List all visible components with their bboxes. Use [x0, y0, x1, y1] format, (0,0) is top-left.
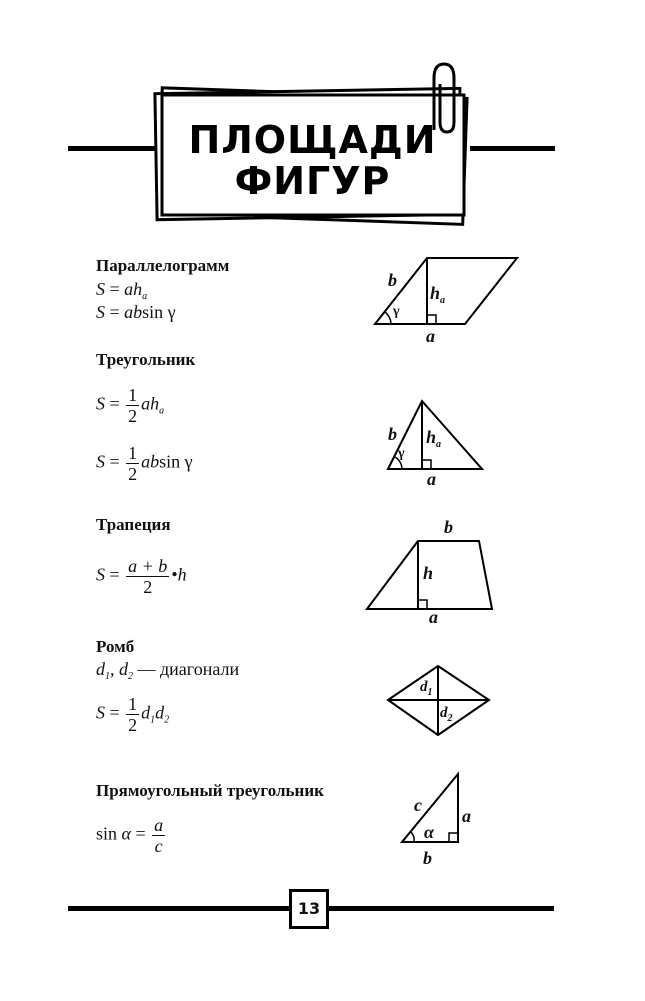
formula-parallelogram-1: $S = ah_a$ — [96, 279, 148, 302]
triangle-label-h: $h_a$ — [426, 427, 442, 450]
triangle-label-gamma: γ — [398, 446, 405, 461]
rhombus-label-d1: $d_1$ — [420, 679, 433, 698]
right-triangle-label-a: a — [462, 806, 471, 826]
title-line2: ФИГУР — [234, 159, 391, 203]
title-line-left — [68, 146, 158, 151]
trapezoid-label-a: a — [429, 607, 438, 627]
heading-rhombus: Ромб — [96, 637, 135, 656]
right-triangle-label-c: c — [414, 795, 422, 815]
footer-line-right — [326, 906, 554, 911]
parallelogram-label-h: $h_a$ — [430, 283, 446, 306]
formula-right-triangle: sin α = $\frac{a}{c}$ — [96, 815, 164, 856]
heading-trapezoid: Трапеция — [96, 515, 171, 534]
rhombus-diagram — [385, 663, 495, 739]
parallelogram-label-a: a — [426, 326, 435, 346]
trapezoid-label-h: h — [423, 563, 434, 583]
triangle-label-b: b — [388, 424, 397, 444]
heading-triangle: Треугольник — [96, 350, 196, 369]
formula-trapezoid: S = $\frac{a + b}{2}$ •h — [96, 556, 187, 597]
formula-triangle-2: S = $\frac{1}{2}$ absin γ — [96, 443, 193, 484]
rhombus-label-d2: $d_2$ — [440, 705, 453, 724]
triangle-label-a: a — [427, 469, 436, 489]
formula-rhombus: S = $\frac{1}{2}$ $d_1d_2$ — [96, 694, 170, 735]
page-number: 13 — [289, 889, 329, 929]
right-triangle-label-alpha: α — [424, 822, 434, 842]
parallelogram-label-b: b — [388, 270, 397, 290]
right-triangle-label-b: b — [423, 848, 432, 868]
parallelogram-label-gamma: γ — [393, 304, 400, 319]
rhombus-description: $d_1$, $d_2$ — диагонали — [96, 659, 240, 682]
title-line1: ПЛОЩАДИ — [188, 118, 437, 162]
parallelogram-diagram — [365, 250, 535, 340]
heading-parallelogram: Параллелограмм — [96, 256, 230, 275]
title-card — [150, 85, 475, 225]
triangle-diagram — [380, 395, 510, 485]
formula-parallelogram-2: S = absin γ — [96, 302, 176, 322]
trapezoid-label-b: b — [444, 517, 453, 537]
footer-line-left — [68, 906, 293, 911]
formula-triangle-1: S = $\frac{1}{2}$ $ah_a$ — [96, 385, 165, 426]
heading-right-triangle: Прямоугольный треугольник — [96, 781, 324, 800]
title-line-right — [470, 146, 555, 151]
